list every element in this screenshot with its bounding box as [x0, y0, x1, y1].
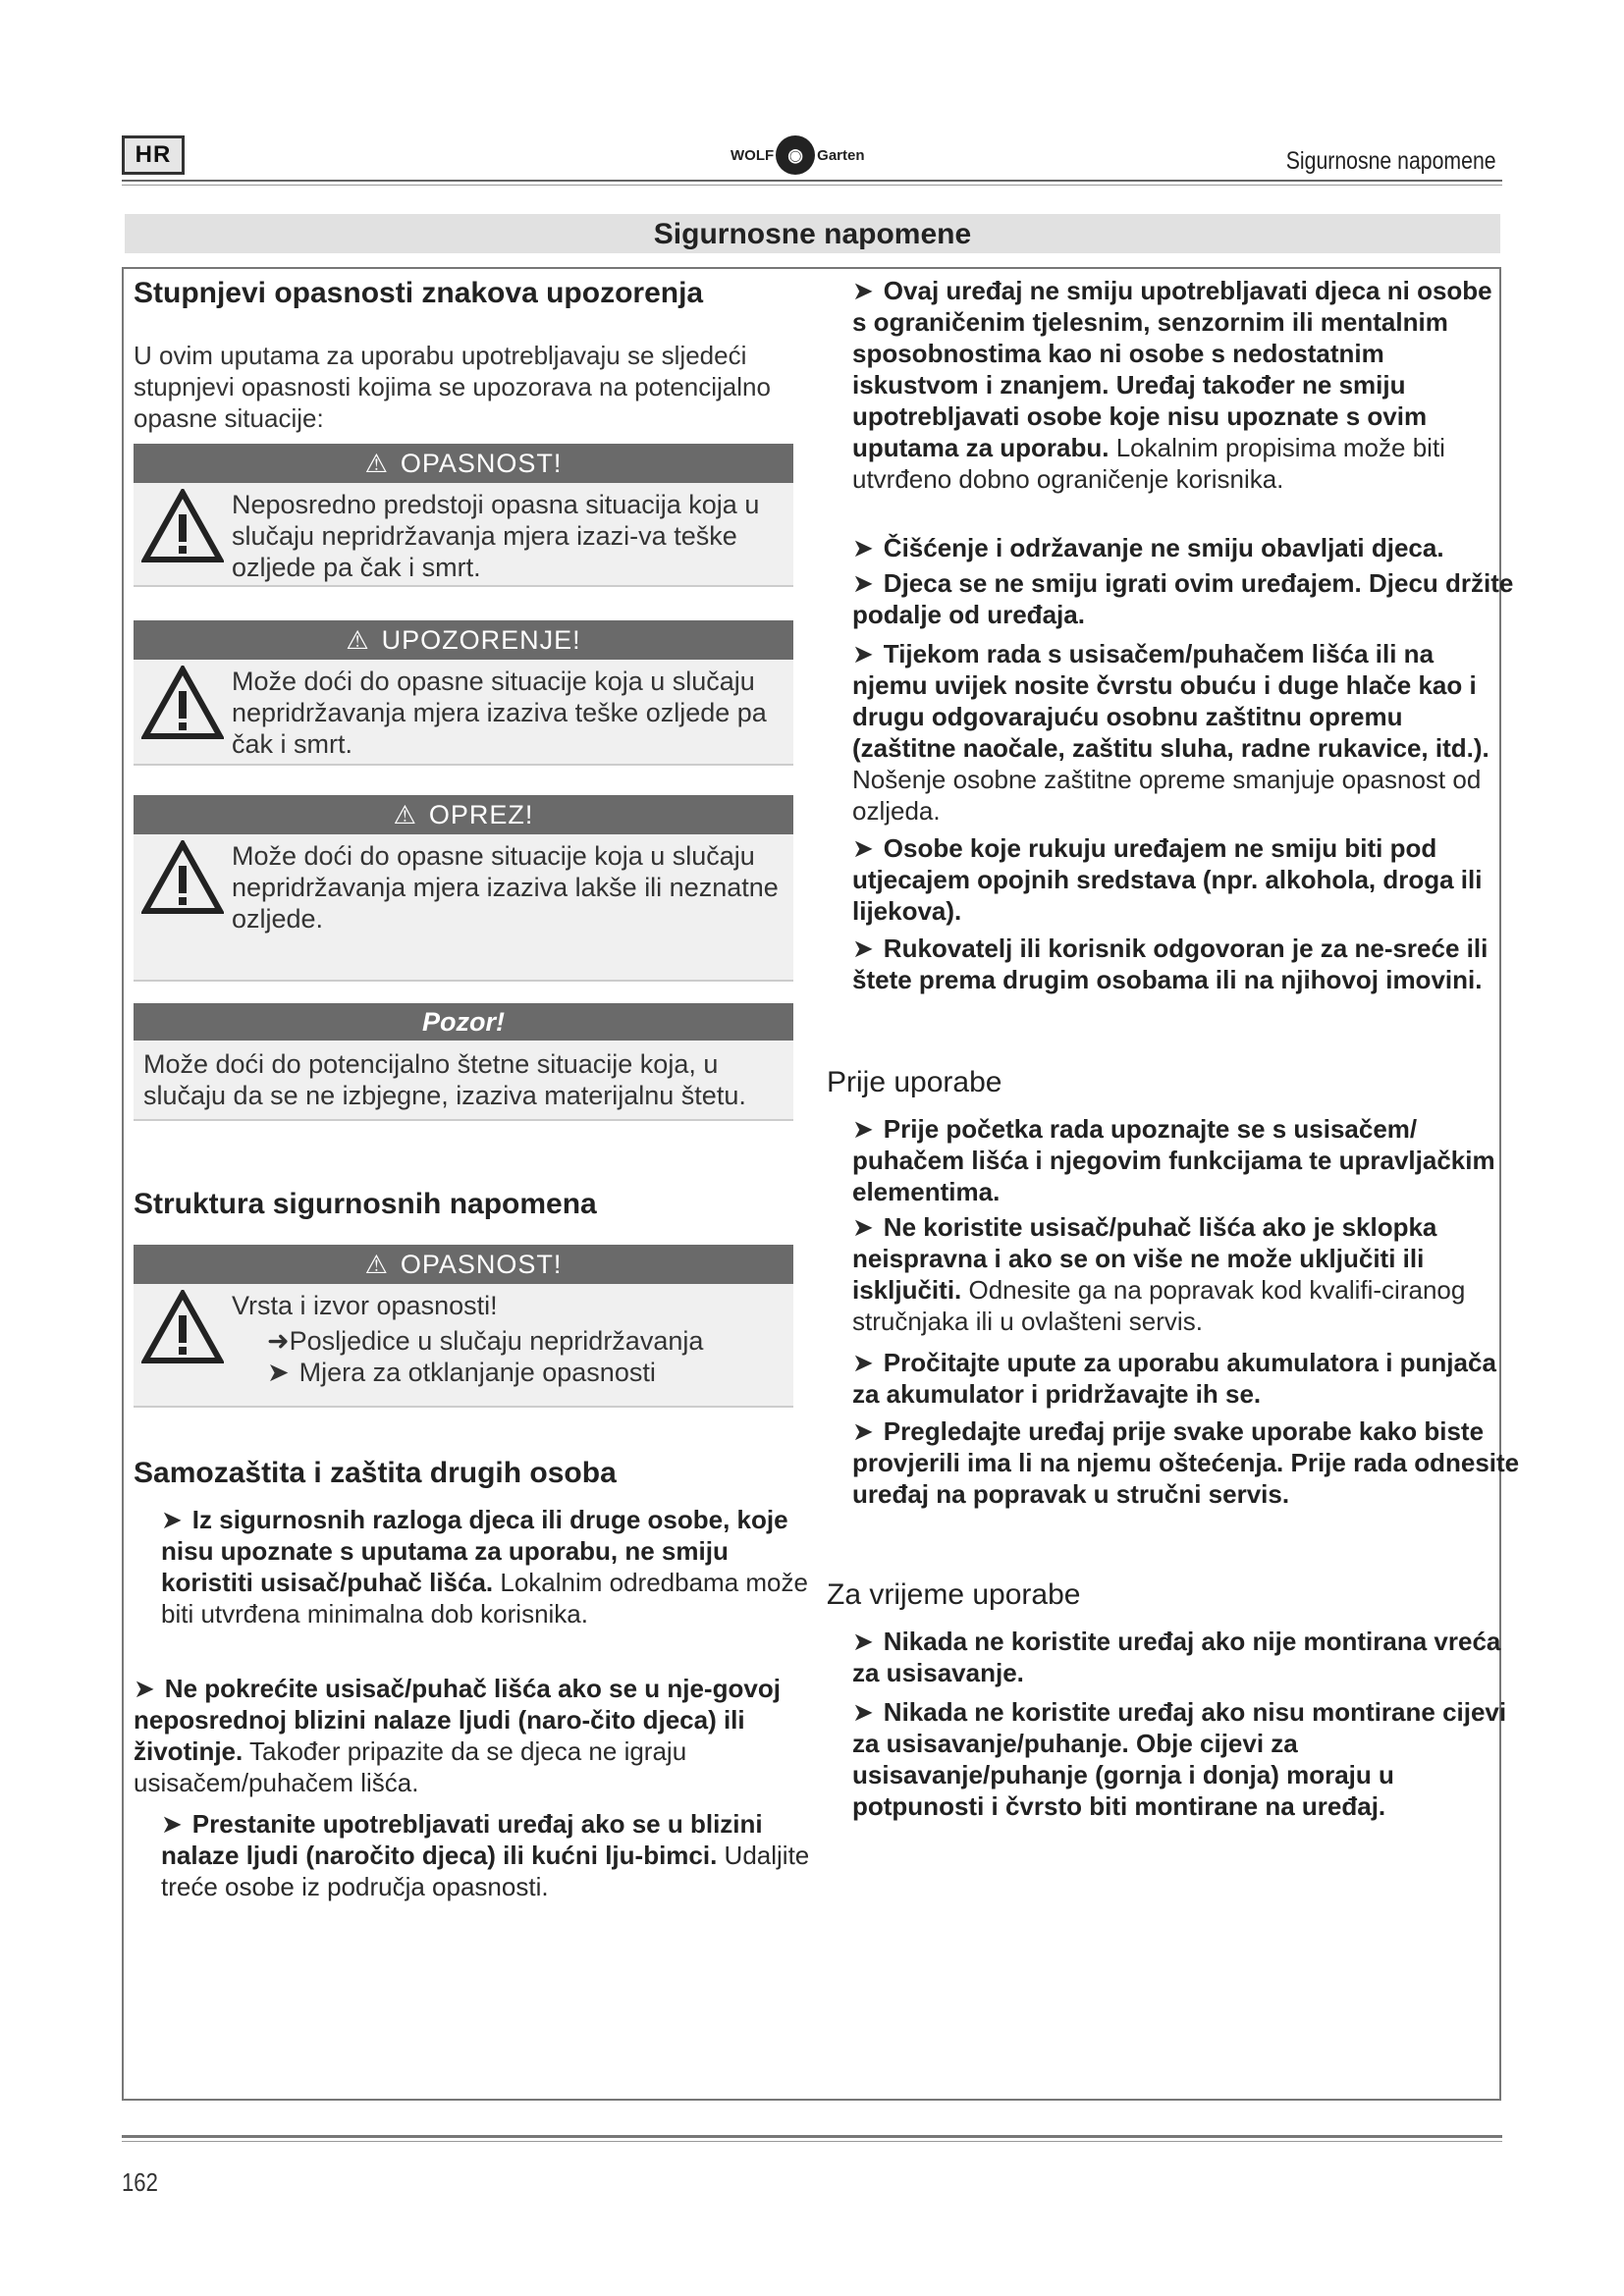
logo-text-right: Garten — [817, 146, 865, 164]
item-bold: Ne pokrećite usisač/puhač lišća ako se u nje-govoj neposrednoj blizini nalaze ljudi (naro-čito djeca) ili životinje. — [134, 1674, 781, 1766]
arrow-bullet-icon: ➤ — [852, 276, 874, 305]
list-item — [161, 1504, 821, 1629]
arrow-bullet-icon: ➤ — [852, 1416, 874, 1446]
structure-lines — [232, 1284, 782, 1388]
warning-triangle-icon: ⚠ — [393, 799, 417, 829]
logo-text-left: WOLF — [731, 146, 775, 164]
arrow-bullet-icon: ➤ — [852, 533, 874, 562]
warning-label: UPOZORENJE! — [381, 624, 581, 655]
item-bold: Ne koristite usisač/puhač lišća ako je sklopka neispravna i ako se on više ne može uključiti ili isključiti. — [852, 1212, 1437, 1305]
arrow-bullet-icon: ➤ — [852, 1212, 874, 1242]
arrow-bullet-icon: ➤ — [852, 934, 874, 963]
list-item — [852, 532, 1540, 563]
warning-body — [134, 834, 793, 982]
item-bold: Pregledajte uređaj prije svake uporabe kako biste provjerili ima li na njemu oštećenja. Prije rada odnesite uređaj na popravak u stručni servis. — [852, 1416, 1520, 1509]
warning-label: OPREZ! — [428, 799, 534, 829]
item-bold: Čišćenje i održavanje ne smiju obavljati djeca. — [883, 533, 1444, 562]
arrow-bullet-icon: ➤ — [134, 1674, 155, 1703]
warning-triangle-icon — [134, 660, 232, 740]
warning-label: OPASNOST! — [400, 448, 563, 478]
list-item — [852, 638, 1510, 827]
structure-box — [134, 1245, 793, 1408]
list-item — [852, 1626, 1530, 1688]
item-normal: Lokalnim propisima može biti utvrđeno dobno ograničenje korisnika. — [852, 433, 1445, 494]
heading-structure: Struktura sigurnosnih napomena — [134, 1188, 597, 1220]
list-item — [852, 1415, 1520, 1510]
item-bold: Osobe koje rukuju uređajem ne smiju biti pod utjecajem opojnih sredstava (npr. alkohola, droga ili lijekova). — [852, 833, 1483, 926]
arrow-bullet-icon: ➤ — [852, 1697, 874, 1727]
arrow-bullet-icon: ➤ — [852, 1114, 874, 1144]
item-bold: Tijekom rada s usisačem/puhačem lišća ili na njemu uvijek nosite čvrstu obuću i duge hlače kao i drugu odgovarajuću osobnu zaštitnu opremu (zaštitne naočale, zaštitu sluha, radne rukavice, itd.). — [852, 639, 1489, 763]
item-bold: Prestanite upotrebljavati uređaj ako se u blizini nalaze ljudi (naročito djeca) ili kućni lju-bimci. — [161, 1809, 763, 1870]
item-normal: Lokalnim odredbama može biti utvrđena minimalna dob korisnika. — [161, 1568, 808, 1629]
warning-header — [134, 1245, 793, 1284]
list-item — [852, 832, 1520, 927]
warning-triangle-icon — [134, 834, 232, 915]
notice-box — [134, 1003, 793, 1121]
structure-line-consequence — [232, 1325, 782, 1357]
item-bold: Iz sigurnosnih razloga djeca ili druge osobe, koje nisu upoznate s uputama za uporabu, ne smiju koristiti usisač/puhač lišća. — [161, 1505, 788, 1597]
footer-divider-thin — [122, 2141, 1502, 2142]
list-item — [852, 1696, 1530, 1822]
footer-divider — [122, 2135, 1502, 2138]
item-bold: Nikada ne koristite uređaj ako nisu montirane cijevi za usisavanje/puhanje. Obje cijevi za usisavanje/puhanje (gornja i donja) moraju u potpunosti i čvrsto biti montirane na uređaj. — [852, 1697, 1507, 1821]
arrow-bullet-icon: ➤ — [267, 1358, 290, 1387]
heading-self-protection: Samozaštita i zaštita drugih osoba — [134, 1457, 617, 1489]
warning-label: OPASNOST! — [400, 1249, 563, 1279]
item-bold: Prije početka rada upoznajte se s usisačem/ puhačem lišća i njegovim funkcijama te upravljačkim elementima. — [852, 1114, 1495, 1206]
measure-text: Mjera za otklanjanje opasnosti — [298, 1358, 656, 1387]
heading-danger-levels: Stupnjevi opasnosti znakova upozorenja — [134, 277, 704, 309]
warning-triangle-icon — [134, 1284, 232, 1364]
page-title: Sigurnosne napomene — [125, 214, 1500, 253]
heading-during-use: Za vrijeme uporabe — [827, 1578, 1081, 1611]
warning-text: Može doći do opasne situacije koja u slučaju nepridržavanja mjera izaziva lakše ili neznatne ozljede. — [232, 841, 779, 934]
arrow-bullet-icon: ➤ — [161, 1505, 183, 1534]
warning-triangle-icon — [134, 483, 232, 563]
structure-line-source: Vrsta i izvor opasnosti! — [232, 1291, 498, 1320]
warning-box-warning — [134, 620, 793, 766]
arrow-bullet-icon: ➤ — [852, 639, 874, 668]
list-item — [134, 1673, 821, 1798]
item-normal: Udaljite treće osobe iz područja opasnosti. — [161, 1841, 810, 1901]
warning-body — [134, 483, 793, 587]
list-item — [852, 1211, 1530, 1337]
warning-triangle-icon: ⚠ — [346, 624, 370, 655]
consequence-text: Posljedice u slučaju nepridržavanja — [289, 1326, 704, 1356]
wolf-icon: ◉ — [776, 135, 815, 175]
warning-body — [134, 660, 793, 766]
warning-triangle-icon: ⚠ — [364, 448, 389, 478]
item-normal: Odnesite ga na popravak kod kvalifi-ciranog stručnjaka ili u ovlašteni servis. — [852, 1275, 1466, 1336]
notice-text: Može doći do potencijalno štetne situacije koja, u slučaju da se ne izbjegne, izaziva materijalnu štetu. — [134, 1041, 793, 1121]
warning-text: Neposredno predstoji opasna situacija koja u slučaju nepridržavanja mjera izazi-va teške ozljede pa čak i smrt. — [232, 490, 760, 582]
arrow-bullet-icon: ➤ — [852, 568, 874, 598]
item-bold: Ovaj uređaj ne smiju upotrebljavati djeca ni osobe s ograničenim tjelesnim, senzornim ili mentalnim sposobnostima kao ni osobe s nedostatnim iskustvom i znanjem. Uređaj također ne smiju upotrebljavati osobe koje nisu upoznate s ovim uputama za uporabu. — [852, 276, 1492, 462]
list-item — [852, 933, 1510, 995]
warning-box-danger — [134, 444, 793, 587]
list-item — [852, 275, 1500, 495]
running-header: Sigurnosne napomene — [1286, 147, 1496, 175]
list-item — [852, 1113, 1520, 1207]
warning-header — [134, 620, 793, 660]
header-divider-thin — [122, 185, 1502, 186]
notice-header: Pozor! — [134, 1003, 793, 1041]
intro-paragraph: U ovim uputama za uporabu upotrebljavaju se sljedeći stupnjevi opasnosti kojima se upozorava na potencijalno opasne situacije: — [134, 341, 771, 433]
warning-header — [134, 795, 793, 834]
item-bold: Nikada ne koristite uređaj ako nije montirana vreća za usisavanje. — [852, 1627, 1501, 1687]
arrow-bullet-icon: ➤ — [852, 833, 874, 863]
arrow-bullet-icon: ➤ — [161, 1809, 183, 1839]
item-bold: Djeca se ne smiju igrati ovim uređajem. Djecu držite podalje od uređaja. — [852, 568, 1514, 629]
circled-arrow-icon: ➜ — [267, 1326, 290, 1356]
heading-before-use: Prije uporabe — [827, 1066, 1002, 1098]
structure-line-measure — [232, 1357, 782, 1388]
warning-header — [134, 444, 793, 483]
warning-body — [134, 1284, 793, 1408]
list-item — [161, 1808, 821, 1902]
warning-box-caution — [134, 795, 793, 982]
brand-logo — [731, 133, 865, 177]
header-divider — [122, 180, 1502, 182]
item-normal: Također pripazite da se djeca ne igraju usisačem/puhačem lišća. — [134, 1736, 687, 1797]
list-item — [852, 567, 1520, 630]
page-number: 162 — [122, 2167, 158, 2197]
warning-text: Može doći do opasne situacije koja u slučaju nepridržavanja mjera izaziva teške ozljede pa čak i smrt. — [232, 667, 767, 759]
language-tag: HR — [122, 135, 185, 175]
arrow-bullet-icon: ➤ — [852, 1627, 874, 1656]
item-bold: Rukovatelj ili korisnik odgovoran je za ne-sreće ili štete prema drugim osobama ili na njihovoj imovini. — [852, 934, 1489, 994]
arrow-bullet-icon: ➤ — [852, 1348, 874, 1377]
item-bold: Pročitajte upute za uporabu akumulatora i punjača za akumulator i pridržavajte ih se. — [852, 1348, 1496, 1409]
item-normal: Nošenje osobne zaštitne opreme smanjuje opasnost od ozljeda. — [852, 765, 1482, 826]
warning-triangle-icon: ⚠ — [364, 1249, 389, 1279]
list-item — [852, 1347, 1510, 1410]
